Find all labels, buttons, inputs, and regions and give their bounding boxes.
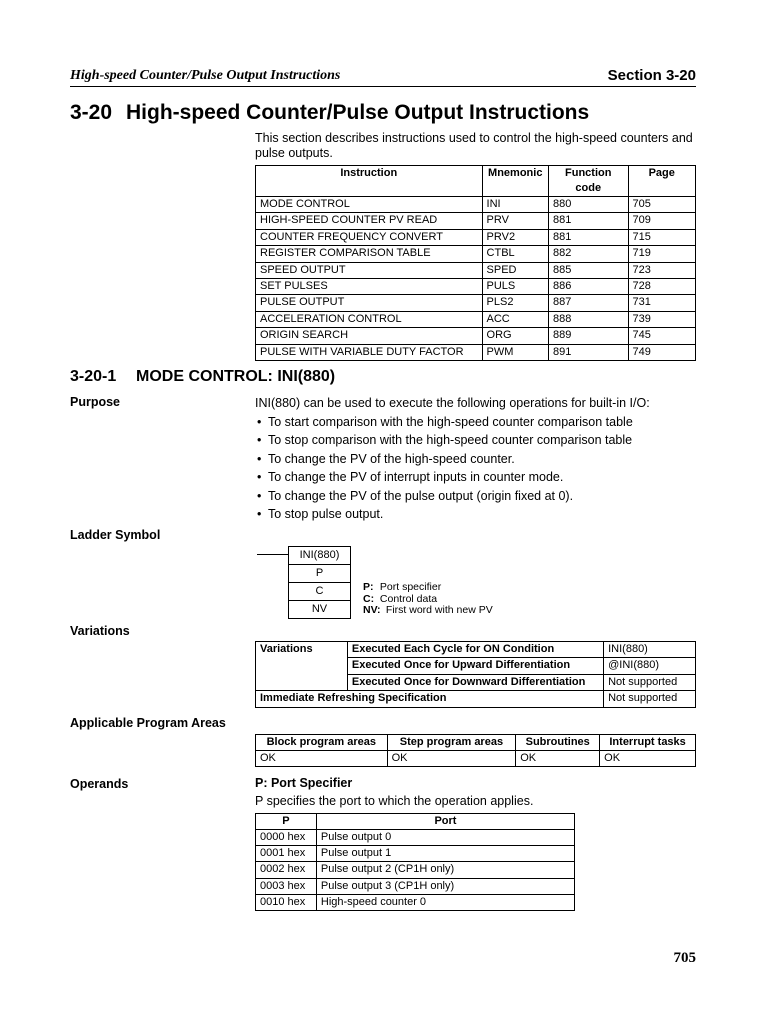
section-heading: High-speed Counter/Pulse Output Instructions (126, 101, 590, 124)
running-header-section: Section 3-20 (607, 67, 696, 84)
table-row (256, 278, 696, 294)
section-intro: This section describes instructions used to control the high-speed counters and pulse outputs. (255, 131, 693, 160)
purpose-lead: INI(880) can be used to execute the following operations for built-in I/O: (255, 396, 650, 410)
table-header: Block program areas (256, 735, 388, 751)
section-number: 3-20 (70, 101, 113, 124)
cell-instruction: MODE CONTROL (256, 197, 483, 213)
cell-mnemonic: PWM (482, 344, 548, 360)
table-header: Subroutines (516, 735, 600, 751)
ladder-legend (363, 582, 493, 617)
cell-function-code: 880 (548, 197, 628, 213)
cell-instruction: COUNTER FREQUENCY CONVERT (256, 229, 483, 245)
table-row (256, 311, 696, 327)
list-item: • To change the PV of the high-speed counter. (255, 450, 705, 469)
immediate-refresh-desc: Immediate Refreshing Specification (256, 691, 604, 707)
table-header: Mnemonic (482, 166, 548, 197)
cell-mnemonic: PRV (482, 213, 548, 229)
cell-function-code: 887 (548, 295, 628, 311)
cell-page: 739 (628, 311, 696, 327)
legend-key: NV: (363, 604, 381, 616)
cell-p: 0000 hex (256, 830, 317, 846)
program-areas-table (255, 734, 696, 767)
table-row (256, 878, 575, 894)
table-header: Function code (548, 166, 628, 197)
variation-value: INI(880) (604, 642, 696, 658)
purpose-label: Purpose (70, 395, 121, 409)
cell-page: 723 (628, 262, 696, 278)
page-number: 705 (673, 950, 696, 966)
cell-function-code: 882 (548, 246, 628, 262)
table-row (256, 213, 696, 229)
variation-value: Not supported (604, 674, 696, 690)
list-item: • To stop pulse output. (255, 505, 705, 524)
cell-page: 709 (628, 213, 696, 229)
cell-function-code: 889 (548, 328, 628, 344)
cell-function-code: 881 (548, 213, 628, 229)
variations-head-cell: Variations (256, 642, 348, 691)
purpose-text (255, 394, 705, 524)
table-row (256, 846, 575, 862)
instructions-table (255, 165, 696, 361)
cell-mnemonic: PLS2 (482, 295, 548, 311)
operand-heading: P: Port Specifier (255, 776, 353, 790)
list-item: • To change the PV of interrupt inputs in counter mode. (255, 468, 705, 487)
list-item: • To stop comparison with the high-speed counter comparison table (255, 431, 705, 450)
variation-desc: Executed Once for Upward Differentiation (347, 658, 603, 674)
table-header: Interrupt tasks (600, 735, 696, 751)
cell-p: 0003 hex (256, 878, 317, 894)
operands-label: Operands (70, 777, 129, 791)
table-header: Page (628, 166, 696, 197)
table-row (256, 262, 696, 278)
table-row (256, 751, 696, 767)
ladder-operand-p: P (289, 564, 350, 582)
cell-page: 749 (628, 344, 696, 360)
variation-value: @INI(880) (604, 658, 696, 674)
ladder-input-line (257, 554, 289, 555)
variation-desc: Executed Each Cycle for ON Condition (347, 642, 603, 658)
table-row (256, 246, 696, 262)
cell-p: 0010 hex (256, 894, 317, 910)
cell-instruction: ORIGIN SEARCH (256, 328, 483, 344)
cell-port: High-speed counter 0 (316, 894, 574, 910)
cell-instruction: PULSE OUTPUT (256, 295, 483, 311)
table-row (256, 642, 696, 658)
program-areas-label: Applicable Program Areas (70, 716, 226, 730)
cell-page: 705 (628, 197, 696, 213)
legend-key: P: (363, 581, 374, 593)
cell-instruction: SPEED OUTPUT (256, 262, 483, 278)
legend-text: First word with new PV (385, 604, 493, 616)
cell-mnemonic: INI (482, 197, 548, 213)
cell-page: 731 (628, 295, 696, 311)
cell-p: 0002 hex (256, 862, 317, 878)
subsection-heading: MODE CONTROL: INI(880) (136, 368, 336, 385)
cell-page: 715 (628, 229, 696, 245)
table-header: Port (316, 814, 574, 830)
cell-page: 719 (628, 246, 696, 262)
table-row (256, 344, 696, 360)
table-header: P (256, 814, 317, 830)
table-row (256, 197, 696, 213)
cell-mnemonic: PULS (482, 278, 548, 294)
immediate-refresh-value: Not supported (604, 691, 696, 707)
cell-function-code: 881 (548, 229, 628, 245)
cell-value: OK (516, 751, 600, 767)
cell-instruction: SET PULSES (256, 278, 483, 294)
cell-mnemonic: ACC (482, 311, 548, 327)
legend-text: Port specifier (379, 581, 442, 593)
cell-mnemonic: CTBL (482, 246, 548, 262)
cell-port: Pulse output 3 (CP1H only) (316, 878, 574, 894)
variation-desc: Executed Once for Downward Differentiation (347, 674, 603, 690)
cell-value: OK (256, 751, 388, 767)
cell-function-code: 885 (548, 262, 628, 278)
cell-function-code: 886 (548, 278, 628, 294)
cell-port: Pulse output 0 (316, 830, 574, 846)
legend-key: C: (363, 592, 375, 605)
cell-instruction: REGISTER COMPARISON TABLE (256, 246, 483, 262)
list-item: • To start comparison with the high-speed counter comparison table (255, 413, 705, 432)
cell-function-code: 888 (548, 311, 628, 327)
cell-mnemonic: ORG (482, 328, 548, 344)
ladder-symbol-box (288, 546, 351, 619)
cell-instruction: ACCELERATION CONTROL (256, 311, 483, 327)
running-header-title: High-speed Counter/Pulse Output Instructions (70, 68, 341, 83)
list-item: • To change the PV of the pulse output (origin fixed at 0). (255, 487, 705, 506)
purpose-bullet-list (255, 413, 705, 524)
legend-text: Control data (379, 592, 438, 605)
table-header: Step program areas (387, 735, 516, 751)
table-header: Instruction (256, 166, 483, 197)
ladder-operand-c: C (289, 582, 350, 600)
cell-function-code: 891 (548, 344, 628, 360)
table-row (256, 328, 696, 344)
table-row (256, 862, 575, 878)
table-row (256, 295, 696, 311)
table-row (256, 830, 575, 846)
ladder-operand-nv: NV (289, 600, 350, 618)
table-row (256, 735, 696, 751)
cell-p: 0001 hex (256, 846, 317, 862)
operand-description: P specifies the port to which the operation applies. (255, 794, 534, 808)
header-divider (70, 86, 696, 87)
cell-instruction: PULSE WITH VARIABLE DUTY FACTOR (256, 344, 483, 360)
cell-instruction: HIGH-SPEED COUNTER PV READ (256, 213, 483, 229)
subsection-number: 3-20-1 (70, 368, 117, 385)
table-row (256, 894, 575, 910)
cell-page: 728 (628, 278, 696, 294)
section-title (70, 101, 589, 125)
cell-port: Pulse output 1 (316, 846, 574, 862)
table-row (256, 691, 696, 707)
cell-value: OK (387, 751, 516, 767)
cell-mnemonic: PRV2 (482, 229, 548, 245)
port-specifier-table (255, 813, 575, 911)
cell-mnemonic: SPED (482, 262, 548, 278)
subsection-title (70, 368, 335, 386)
variations-table (255, 641, 696, 708)
cell-page: 745 (628, 328, 696, 344)
ladder-instruction-name: INI(880) (299, 549, 340, 561)
table-row (256, 229, 696, 245)
variations-label: Variations (70, 624, 130, 638)
cell-port: Pulse output 2 (CP1H only) (316, 862, 574, 878)
cell-value: OK (600, 751, 696, 767)
ladder-symbol-label: Ladder Symbol (70, 528, 161, 542)
